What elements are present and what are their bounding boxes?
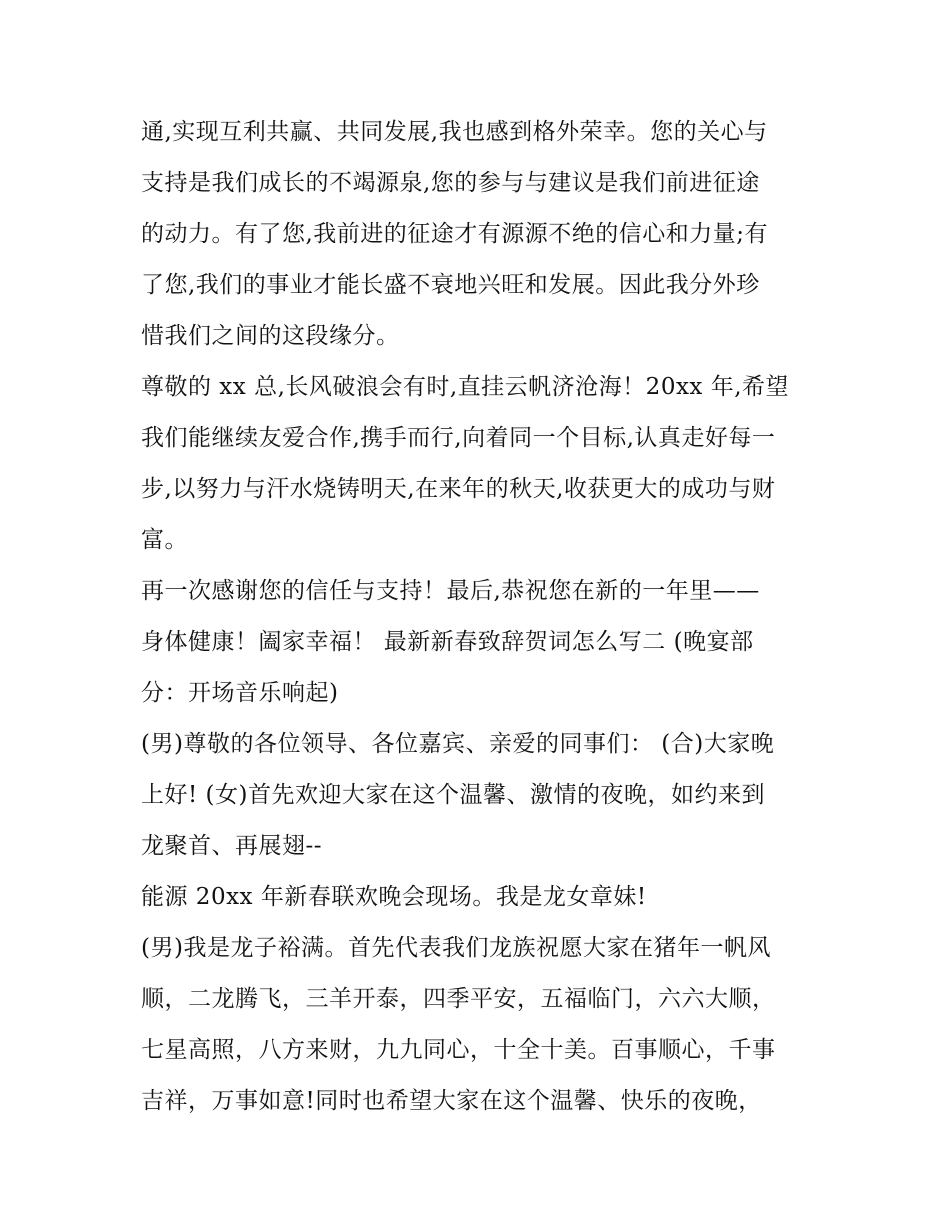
text-line: 能源 20xx 年新春联欢晚会现场。我是龙女章妹! (141, 884, 647, 910)
text-line: (男)我是龙子裕满。首先代表我们龙族祝愿大家在猪年一帆风 (141, 935, 771, 961)
text-line: 支持是我们成长的不竭源泉,您的参与与建议是我们前进征途 (141, 170, 760, 196)
text-line: 分：开场音乐响起) (141, 680, 339, 706)
text-line: 惜我们之间的这段缘分。 (141, 323, 400, 349)
text-line: 的动力。有了您,我前进的征途才有源源不绝的信心和力量;有 (141, 221, 769, 247)
text-line: 身体健康！阖家幸福！ 最新新春致辞贺词怎么写二 (晚宴部 (141, 629, 754, 655)
text-line: 通,实现互利共赢、共同发展,我也感到格外荣幸。您的关心与 (141, 119, 768, 145)
text-line: (男)尊敬的各位领导、各位嘉宾、亲爱的同事们： (合)大家晚 (141, 731, 775, 757)
text-line: 富。 (141, 527, 188, 553)
text-line: 了您,我们的事业才能长盛不衰地兴旺和发展。因此我分外珍 (141, 272, 760, 298)
text-line: 我们能继续友爱合作,携手而行,向着同一个目标,认真走好每一 (141, 425, 776, 451)
text-line: 七星高照，八方来财，九九同心，十全十美。百事顺心，千事 (141, 1037, 776, 1063)
document-body (141, 107, 821, 1127)
text-line: 龙聚首、再展翅-- (141, 833, 323, 859)
text-line: 上好! (女)首先欢迎大家在这个温馨、激情的夜晚，如约来到 (141, 782, 765, 808)
text-line: 顺，二龙腾飞，三羊开泰，四季平安，五福临门，六六大顺， (141, 986, 776, 1012)
text-line: 吉祥，万事如意!同时也希望大家在这个温馨、快乐的夜晚， (141, 1088, 762, 1114)
text-line: 尊敬的 xx 总,长风破浪会有时,直挂云帆济沧海！20xx 年,希望 (141, 374, 790, 400)
text-line: 步,以努力与汗水烧铸明天,在来年的秋天,收获更大的成功与财 (141, 476, 776, 502)
text-line: 再一次感谢您的信任与支持！最后,恭祝您在新的一年里—— (141, 578, 760, 604)
